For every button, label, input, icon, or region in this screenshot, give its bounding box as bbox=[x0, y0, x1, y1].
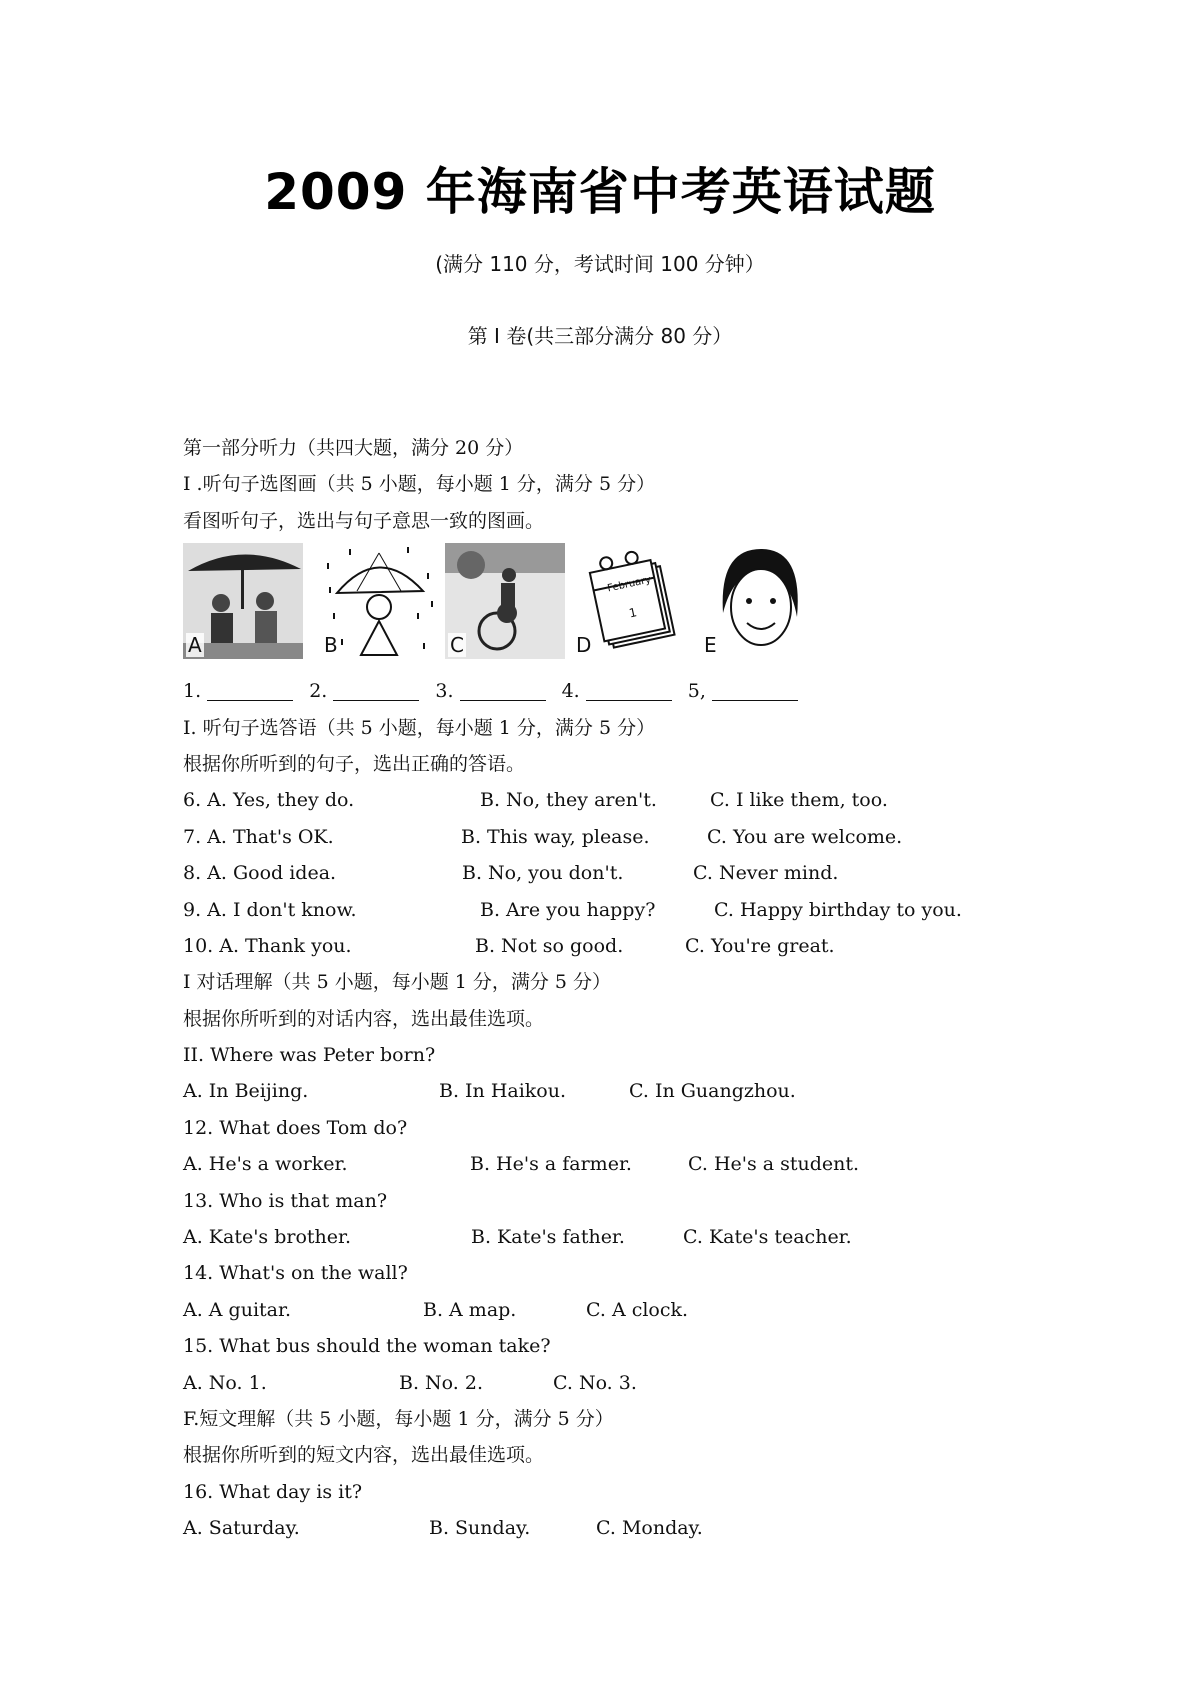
question-row bbox=[183, 1365, 1143, 1401]
picture-label-d: D bbox=[576, 633, 592, 658]
option-c: C. Happy birthday to you. bbox=[714, 898, 962, 921]
option-a: 9. A. I don't know. bbox=[183, 898, 357, 921]
option-b: B. Not so good. bbox=[475, 934, 624, 957]
part1-title: 第一部分听力（共四大题，满分 20 分） bbox=[183, 437, 524, 459]
option-c: C. You're great. bbox=[685, 934, 835, 957]
question-text: II. Where was Peter born? bbox=[183, 1044, 436, 1067]
section1-title: I .听句子选图画（共 5 小题，每小题 1 分，满分 5 分） bbox=[183, 473, 656, 496]
question-row bbox=[183, 1073, 1143, 1109]
question-row bbox=[183, 782, 1143, 818]
picture-label-b: B bbox=[324, 633, 338, 658]
score-time-note: (满分 110 分，考试时间 100 分钟） bbox=[435, 252, 765, 276]
picture-label-c: C bbox=[450, 633, 464, 658]
svg-text:1: 1 bbox=[627, 605, 639, 621]
section2-instruction: 根据你所听到的句子，选出正确的答语。 bbox=[183, 752, 526, 775]
question-row bbox=[183, 855, 1143, 891]
option-c: C. No. 3. bbox=[553, 1371, 637, 1394]
section2-title: I. 听句子选答语（共 5 小题，每小题 1 分，满分 5 分） bbox=[183, 716, 656, 739]
calendar-picture bbox=[571, 543, 691, 659]
volume-heading: 第 I 卷(共三部分满分 80 分） bbox=[467, 324, 733, 348]
answer-blank-2[interactable] bbox=[333, 680, 419, 701]
question-row bbox=[183, 1510, 1143, 1546]
blank-label-5: 5, bbox=[687, 680, 706, 703]
section3-instruction: 根据你所听到的对话内容，选出最佳选项。 bbox=[183, 1007, 545, 1030]
answer-blank-5[interactable] bbox=[712, 680, 798, 701]
picture-label-e: E bbox=[704, 633, 717, 658]
option-b: B. He's a farmer. bbox=[470, 1153, 632, 1176]
option-c: C. Never mind. bbox=[693, 862, 839, 885]
option-b: B. Are you happy? bbox=[480, 898, 656, 921]
question-row bbox=[183, 1219, 1143, 1255]
question-text: 14. What's on the wall? bbox=[183, 1262, 408, 1285]
section4-title: F.短文理解（共 5 小题，每小题 1 分，满分 5 分） bbox=[183, 1407, 614, 1430]
option-b: B. No, they aren't. bbox=[480, 789, 657, 812]
option-b: B. This way, please. bbox=[461, 825, 650, 848]
blank-label-4: 4. bbox=[561, 680, 580, 703]
option-a: A. In Beijing. bbox=[183, 1080, 309, 1103]
option-a: 8. A. Good idea. bbox=[183, 862, 337, 885]
option-a: 10. A. Thank you. bbox=[183, 934, 352, 957]
answer-blank-4[interactable] bbox=[586, 680, 672, 701]
question-text: 12. What does Tom do? bbox=[183, 1116, 408, 1139]
section4-instruction: 根据你所听到的短文内容，选出最佳选项。 bbox=[183, 1444, 545, 1467]
question-row bbox=[183, 892, 1143, 928]
page-title: 2009 年海南省中考英语试题 bbox=[264, 163, 936, 221]
option-c: C. Kate's teacher. bbox=[683, 1226, 852, 1249]
option-a: A. A guitar. bbox=[183, 1298, 292, 1321]
person-riding-bicycle-picture bbox=[445, 543, 565, 659]
smiling-girl-picture bbox=[699, 543, 819, 659]
option-c: C. In Guangzhou. bbox=[629, 1080, 796, 1103]
answer-blank-3[interactable] bbox=[460, 680, 546, 701]
option-b: B. No, you don't. bbox=[462, 862, 624, 885]
picture-label-a: A bbox=[188, 633, 202, 658]
blank-label-3: 3. bbox=[435, 680, 454, 703]
answer-blank-1[interactable] bbox=[207, 680, 293, 701]
section1-instruction: 看图听句子，选出与句子意思一致的图画。 bbox=[183, 509, 545, 532]
question-row bbox=[183, 1146, 1143, 1182]
option-a: A. Saturday. bbox=[183, 1517, 300, 1540]
option-b: B. Kate's father. bbox=[471, 1226, 625, 1249]
option-a: 6. A. Yes, they do. bbox=[183, 789, 355, 812]
option-c: C. A clock. bbox=[586, 1298, 689, 1321]
option-c: C. I like them, too. bbox=[710, 789, 888, 812]
option-b: B. Sunday. bbox=[429, 1517, 531, 1540]
option-a: A. He's a worker. bbox=[183, 1153, 348, 1176]
question-row bbox=[183, 928, 1143, 964]
option-c: C. Monday. bbox=[596, 1517, 703, 1540]
option-c: C. You are welcome. bbox=[707, 825, 903, 848]
people-under-umbrella-picture bbox=[183, 543, 303, 659]
option-a: 7. A. That's OK. bbox=[183, 825, 334, 848]
exam-content bbox=[183, 430, 1143, 1547]
option-c: C. He's a student. bbox=[688, 1153, 860, 1176]
blank-answer-row bbox=[183, 673, 1143, 709]
question-text: 15. What bus should the woman take? bbox=[183, 1335, 551, 1358]
calendar-month-text: February bbox=[606, 574, 653, 595]
question-text: 16. What day is it? bbox=[183, 1480, 363, 1503]
blank-label-1: 1. bbox=[183, 680, 202, 703]
option-b: B. No. 2. bbox=[399, 1371, 483, 1394]
question-row bbox=[183, 1292, 1143, 1328]
picture-row bbox=[183, 543, 1143, 665]
girl-with-umbrella-in-rain-picture bbox=[319, 543, 439, 659]
question-text: 13. Who is that man? bbox=[183, 1189, 388, 1212]
option-b: B. A map. bbox=[423, 1298, 517, 1321]
question-row bbox=[183, 819, 1143, 855]
section3-title: I 对话理解（共 5 小题，每小题 1 分，满分 5 分） bbox=[183, 971, 612, 994]
blank-label-2: 2. bbox=[309, 680, 328, 703]
option-a: A. Kate's brother. bbox=[183, 1226, 352, 1249]
option-a: A. No. 1. bbox=[183, 1371, 267, 1394]
option-b: B. In Haikou. bbox=[439, 1080, 567, 1103]
